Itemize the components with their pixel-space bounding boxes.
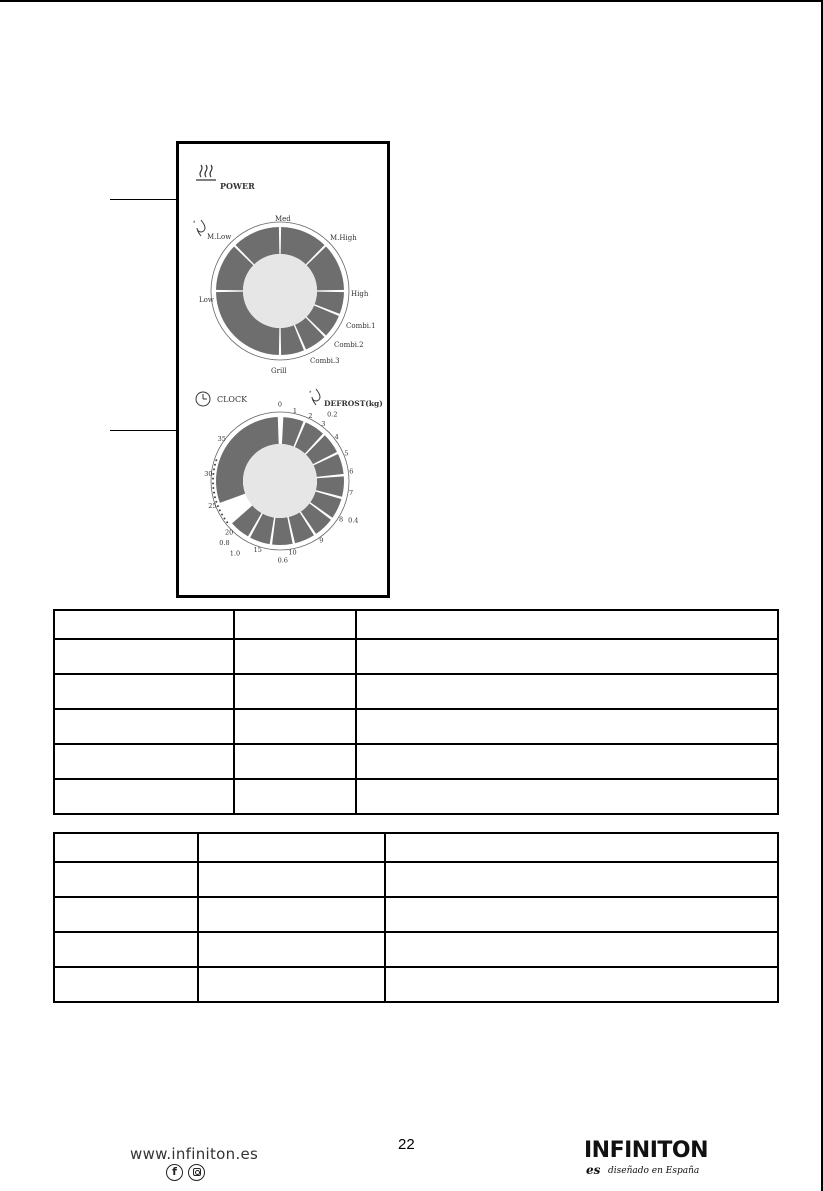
clock-icon [196,392,210,406]
table-cell [54,674,234,709]
brand-logo: INFINITON [584,1138,709,1163]
table-cell [198,862,385,897]
table-cell [234,744,356,779]
table-cell [54,862,198,897]
clock-dot [226,521,228,523]
table-cell [54,709,234,744]
table-cell [198,897,385,932]
svg-text:*: * [309,391,312,397]
clock-minute-label: 7 [349,488,354,497]
table-row [54,610,778,639]
table-row [54,862,778,897]
brand-prefix: es [586,1163,601,1177]
clock-minute-label: 9 [319,536,324,545]
clock-dot [213,492,215,494]
table-row [54,967,778,1002]
power-label-mlow: M.Low [207,233,232,241]
table-cell [198,932,385,967]
table-cell [356,610,778,639]
clock-minute-label: 5 [344,449,349,458]
clock-minute-label: 1 [292,407,298,416]
clock-dot [219,509,221,511]
heat-waves-icon [196,165,216,180]
table-row [54,932,778,967]
website-link[interactable]: www.infiniton.es [130,1145,259,1163]
power-label-combi2: Combi.2 [334,341,364,349]
power-label-grill: Grill [271,367,287,375]
control-panel [176,141,390,598]
table-1 [53,609,779,815]
power-label-med: Med [275,215,291,223]
clock-dial-center [243,444,317,518]
table-cell [54,779,234,814]
snowflake-drop-icon [193,220,205,236]
callout-line-power [110,199,182,200]
power-label-mhigh: M.High [330,234,357,242]
callout-line-clock [110,430,182,431]
table-cell [356,779,778,814]
table-cell [198,967,385,1002]
clock-minute-label: 10 [288,548,297,557]
clock-dot [214,464,216,466]
table-cell [54,932,198,967]
instagram-icon[interactable] [188,1164,205,1181]
table-cell [385,862,778,897]
table-cell [356,674,778,709]
table-row [54,779,778,814]
power-title: POWER [220,181,255,191]
clock-dot [215,459,217,461]
clock-dot [221,514,223,516]
defrost-weight-label: 0.8 [219,539,230,548]
clock-minute-label: 2 [308,412,313,421]
control-panel-drawing [179,144,387,595]
power-label-combi1: Combi.1 [346,322,376,330]
brand-tagline: diseñado en España [608,1166,700,1176]
svg-text:*: * [193,221,196,227]
table-cell [54,639,234,674]
table-cell [234,674,356,709]
snowflake-drop-icon [309,389,320,405]
table-cell [234,639,356,674]
clock-minute-label: 8 [338,515,344,524]
power-label-high: High [351,290,369,298]
defrost-weight-label: 0.6 [277,556,288,565]
clock-minute-label: 20 [224,528,234,537]
page-number: 22 [398,1136,415,1153]
table-cell [385,833,778,862]
table-row [54,897,778,932]
clock-minute-label: 30 [204,469,213,478]
power-dial-center [243,254,317,328]
clock-title: CLOCK [217,395,248,404]
table-cell [356,744,778,779]
defrost-weight-label: 0.2 [327,410,338,419]
table-cell [198,833,385,862]
power-label-combi3: Combi.3 [310,357,340,365]
table-cell [356,709,778,744]
table-cell [54,967,198,1002]
table-cell [385,932,778,967]
clock-dot [212,473,214,475]
clock-dial-segment [272,517,293,545]
table-row [54,833,778,862]
clock-minute-label: 4 [334,433,339,442]
clock-minute-label: 3 [321,419,326,428]
clock-minute-label: 25 [208,502,217,511]
clock-minute-label: 35 [217,435,226,444]
clock-dot [212,487,214,489]
table-cell [54,610,234,639]
table-cell [356,639,778,674]
table-row [54,709,778,744]
table-row [54,639,778,674]
clock-dot [214,496,216,498]
clock-dot [223,517,225,519]
facebook-icon[interactable]: f [166,1164,183,1181]
table-row [54,674,778,709]
table-cell [54,833,198,862]
clock-dot [217,505,219,507]
clock-dot [213,468,215,470]
table-cell [54,897,198,932]
clock-minute-label: 0 [277,400,283,409]
table-cell [385,967,778,1002]
defrost-title: DEFROST(kg) [324,399,383,408]
table-cell [234,709,356,744]
table-cell [385,897,778,932]
table-2 [53,832,779,1003]
clock-minute-label: 15 [253,545,262,554]
defrost-weight-label: 0.4 [348,516,359,525]
table-row [54,744,778,779]
clock-dot [212,482,214,484]
power-label-low: Low [199,296,214,304]
table-cell [234,779,356,814]
clock-minute-label: 6 [349,467,354,476]
defrost-weight-label: 1.0 [229,549,241,558]
table-cell [54,744,234,779]
table-cell [234,610,356,639]
